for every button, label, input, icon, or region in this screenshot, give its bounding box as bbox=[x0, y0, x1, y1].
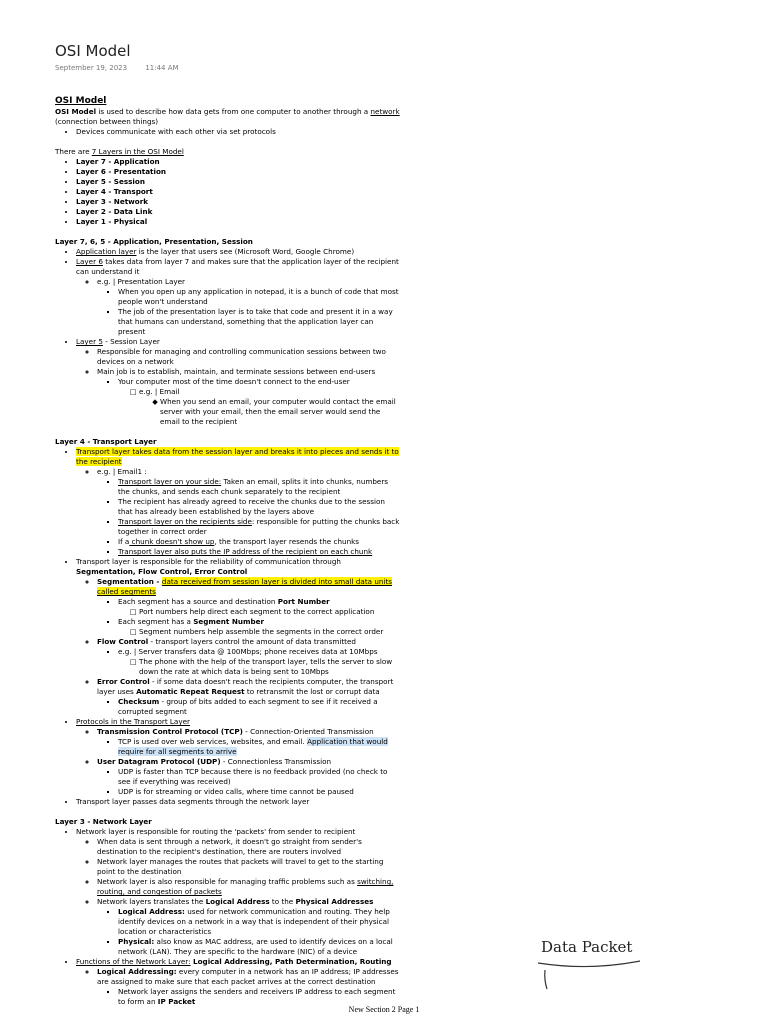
list-item: • Transport layer passes data segments through the network layer bbox=[76, 797, 400, 807]
intro-list bbox=[55, 127, 400, 137]
list-item: ▪ UDP is for streaming or video calls, where time cannot be paused bbox=[118, 787, 400, 797]
layers-list bbox=[55, 157, 400, 227]
section-4-list bbox=[55, 447, 400, 807]
page-footer: New Section 2 Page 1 bbox=[348, 1005, 420, 1014]
section-heading-765: Layer 7, 6, 5 - Application, Presentation, Session bbox=[55, 237, 253, 246]
list-item: ◦ Main job is to establish, maintain, and terminate sessions between end-users ▪ Your computer most of the time doesn't connect to the end-user □ e.g. | Email ◆ When you send an email, your computer would contact the email server with your email, then the email server would send the email to the recipient bbox=[97, 367, 400, 427]
note-body bbox=[55, 96, 400, 1007]
list-item: ▪ Physical: also know as MAC address, are used to identify devices on a local network (LAN). They are specific to the hardware (NIC) of a device bbox=[118, 937, 400, 957]
list-item: • Network layer is responsible for routing the 'packets' from sender to recipient ◦ When data is sent through a network, it doesn't go straight from sender's destination to the recipient's destination, there are routers involved ◦ Network layer manages the routes that packets will travel to get to the starting point to the destination ◦ Network layer is also responsible for managing traffic problems such as switching, routing, and congestion of packets ◦ Network layers translates the Logical Address to the Physical Addresses ▪ Logical Address: used for network communication and routing. They help identify devices on a network in a way that is independent of their physical location or characteristics ▪ Physical: also know as MAC address, are used to identify devices on a local network (LAN). They are specific to the hardware (NIC) of a device bbox=[76, 827, 400, 957]
list-item: ◦ e.g. | Presentation Layer bbox=[97, 277, 400, 287]
list-item: ◦ Network layer manages the routes that packets will travel to get to the starting point to the destination bbox=[97, 857, 400, 877]
list-item: ◦ Network layer is also responsible for managing traffic problems such as switching, routing, and congestion of packets bbox=[97, 877, 400, 897]
layers-intro: There are 7 Layers in the OSI Model bbox=[55, 147, 184, 156]
page-date: September 19, 2023 bbox=[55, 64, 128, 72]
list-item: ▪ Transport layer also puts the IP address of the recipient on each chunk bbox=[118, 547, 400, 557]
list-item: • Protocols in the Transport Layer ◦ Transmission Control Protocol (TCP) - Connection-Oriented Transmission ▪ TCP is used over web services, websites, and email. Application that would require for all segments to arrive ◦ User Datagram Protocol (UDP) - Connectionless Transmission ▪ UDP is faster than TCP because there is no feedback provided (no check to see if everything was received) ▪ UDP is for streaming or video calls, where time cannot be paused bbox=[76, 717, 400, 797]
layer-item: • Layer 2 - Data Link bbox=[76, 207, 400, 217]
list-item: ◦ Flow Control - transport layers control the amount of data transmitted ▪ e.g. | Server transfers data @ 100Mbps; phone receives data at 10Mbps □ The phone with the help of the transport layer, tells the server to slow down the rate at which data is being sent to 10Mbps bbox=[97, 637, 400, 677]
intro-paragraph: OSI Model is used to describe how data gets from one computer to another through a network (connection between things) bbox=[55, 107, 400, 126]
list-item: ▪ The job of the presentation layer is to take that code and present it in a way that humans can understand, something that the application layer can present bbox=[118, 307, 400, 337]
list-item: ◦ Logical Addressing: every computer in a network has an IP address; IP addresses are assigned to make sure that each packet arrives at the correct destination ▪ Network layer assigns the senders and receivers IP address to each segment to form an IP Packet bbox=[97, 967, 400, 1007]
layer-item: • Layer 6 - Presentation bbox=[76, 167, 400, 177]
list-item: □ Port numbers help direct each segment to the correct application bbox=[139, 607, 400, 617]
data-packet-handwritten-label: Data Packet bbox=[541, 938, 633, 956]
list-item: ◦ User Datagram Protocol (UDP) - Connectionless Transmission ▪ UDP is faster than TCP because there is no feedback provided (no check to see if everything was received) ▪ UDP is for streaming or video calls, where time cannot be paused bbox=[97, 757, 400, 797]
list-item: • Layer 5 - Session Layer ◦ Responsible for managing and controlling communication sessions between two devices on a network ◦ Main job is to establish, maintain, and terminate sessions between end-users ▪ Your computer most of the time doesn't connect to the end-user □ e.g. | Email ◆ When you send an email, your computer would contact the email server with your email, then the email server would send the email to the recipient bbox=[76, 337, 400, 427]
page-time: 11:44 AM bbox=[145, 64, 179, 72]
list-item: • Transport layer is responsible for the reliability of communication through Segmentation, Flow Control, Error Control ◦ Segmentation - data received from session layer is divided into small data units called segments ▪ Each segment has a source and destination Port Number □ Port numbers help direct each segment to the correct application ▪ Each segment has a Segment Number □ Segment numbers help assemble the segments in the correct order ◦ Flow Control - transport layers control the amount of data transmitted ▪ e.g. | Server transfers data @ 100Mbps; phone receives data at 10Mbps □ The phone with the help of the transport layer, tells the server to slow down the rate at which data is being sent to 10Mbps ◦ Error Control - if some data doesn't reach the recipients computer, the transport layer uses Automatic Repeat Request to retransmit the lost or corrupt data ▪ Checksum - group of bits added to each segment to see if it received a corrupted segment bbox=[76, 557, 400, 717]
intro-heading: OSI Model bbox=[55, 96, 107, 106]
list-item: ▪ The recipient has already agreed to receive the chunks due to the session that has already been established by the layers above bbox=[118, 497, 400, 517]
layer-item: • Layer 3 - Network bbox=[76, 197, 400, 207]
network-link: network bbox=[370, 107, 400, 116]
list-item: ◆ When you send an email, your computer would contact the email server with your email, then the email server would send the email to the recipient bbox=[160, 397, 400, 427]
list-item: • Transport layer takes data from the session layer and breaks it into pieces and sends it to the recipient ◦ e.g. | Email1 : ▪ Transport layer on your side: Taken an email, splits it into chunks, numbers the chunks, and sends each chunk separately to the recipient ▪ The recipient has already agreed to receive the chunks due to the session that has already been established by the layers above ▪ Transport layer on the recipients side: responsible for putting the chunks back together in correct order ▪ If a chunk doesn't show up, the transport layer resends the chunks ▪ Transport layer also puts the IP address of the recipient on each chunk bbox=[76, 447, 400, 557]
list-item: ◦ Network layers translates the Logical Address to the Physical Addresses ▪ Logical Address: used for network communication and routing. They help identify devices on a network in a way that is independent of their physical location or characteristics ▪ Physical: also know as MAC address, are used to identify devices on a local network (LAN). They are specific to the hardware (NIC) of a device bbox=[97, 897, 400, 957]
section-765-list bbox=[55, 247, 400, 427]
section-heading-4: Layer 4 - Transport Layer bbox=[55, 437, 157, 446]
list-item: ▪ When you open up any application in notepad, it is a bunch of code that most people won't understand bbox=[118, 287, 400, 307]
list-item: □ The phone with the help of the transport layer, tells the server to slow down the rate at which data is being sent to 10Mbps bbox=[139, 657, 400, 677]
list-item: ▪ Logical Address: used for network communication and routing. They help identify devices on a network in a way that is independent of their physical location or characteristics bbox=[118, 907, 400, 937]
list-item: ▪ Your computer most of the time doesn't connect to the end-user □ e.g. | Email ◆ When you send an email, your computer would contact the email server with your email, then the email server would send the email to the recipient bbox=[118, 377, 400, 427]
list-item: ◦ When data is sent through a network, it doesn't go straight from sender's destination to the recipient's destination, there are routers involved bbox=[97, 837, 400, 857]
layer-item: • Layer 4 - Transport bbox=[76, 187, 400, 197]
list-item: ◦ Segmentation - data received from session layer is divided into small data units called segments ▪ Each segment has a source and destination Port Number □ Port numbers help direct each segment to the correct application ▪ Each segment has a Segment Number □ Segment numbers help assemble the segments in the correct order bbox=[97, 577, 400, 637]
list-item: ▪ If a chunk doesn't show up, the transport layer resends the chunks bbox=[118, 537, 400, 547]
list-item: • Functions of the Network Layer: Logical Addressing, Path Determination, Routing ◦ Logical Addressing: every computer in a network has an IP address; IP addresses are assigned to make sure that each packet arrives at the correct destination ▪ Network layer assigns the senders and receivers IP address to each segment to form an IP Packet bbox=[76, 957, 400, 1007]
list-item: ▪ TCP is used over web services, websites, and email. Application that would require for all segments to arrive bbox=[118, 737, 400, 757]
section-3-list bbox=[55, 827, 400, 1007]
list-item: ▪ Each segment has a Segment Number □ Segment numbers help assemble the segments in the correct order bbox=[118, 617, 400, 637]
list-item: ◦ Transmission Control Protocol (TCP) - Connection-Oriented Transmission ▪ TCP is used over web services, websites, and email. Application that would require for all segments to arrive bbox=[97, 727, 400, 757]
section-heading-3: Layer 3 - Network Layer bbox=[55, 817, 152, 826]
list-item: ▪ Checksum - group of bits added to each segment to see if it received a corrupted segment bbox=[118, 697, 400, 717]
layer-item: • Layer 7 - Application bbox=[76, 157, 400, 167]
list-item: ▪ Transport layer on your side: Taken an email, splits it into chunks, numbers the chunks, and sends each chunk separately to the recipient bbox=[118, 477, 400, 497]
list-item: □ e.g. | Email ◆ When you send an email, your computer would contact the email server with your email, then the email server would send the email to the recipient bbox=[139, 387, 400, 427]
data-packet-sketch-stroke bbox=[530, 955, 650, 995]
list-item: ▪ Each segment has a source and destination Port Number □ Port numbers help direct each segment to the correct application bbox=[118, 597, 400, 617]
list-item: • Layer 6 takes data from layer 7 and makes sure that the application layer of the recipient can understand it ◦ e.g. | Presentation Layer ▪ When you open up any application in notepad, it is a bunch of code that most people won't understand ▪ The job of the presentation layer is to take that code and present it in a way that humans can understand, something that the application layer can present bbox=[76, 257, 400, 337]
list-item: ▪ UDP is faster than TCP because there is no feedback provided (no check to see if everything was received) bbox=[118, 767, 400, 787]
layer-item: • Layer 5 - Session bbox=[76, 177, 400, 187]
list-item: • Devices communicate with each other via set protocols bbox=[76, 127, 400, 137]
page-meta bbox=[55, 64, 179, 72]
list-item: ◦ Error Control - if some data doesn't reach the recipients computer, the transport layer uses Automatic Repeat Request to retransmit the lost or corrupt data ▪ Checksum - group of bits added to each segment to see if it received a corrupted segment bbox=[97, 677, 400, 717]
page-title: OSI Model bbox=[55, 42, 131, 60]
list-item: ▪ e.g. | Server transfers data @ 100Mbps; phone receives data at 10Mbps □ The phone with the help of the transport layer, tells the server to slow down the rate at which data is being sent to 10Mbps bbox=[118, 647, 400, 677]
list-item: • Application layer is the layer that users see (Microsoft Word, Google Chrome) bbox=[76, 247, 400, 257]
list-item: ▪ Network layer assigns the senders and receivers IP address to each segment to form an IP Packet bbox=[118, 987, 400, 1007]
list-item: □ Segment numbers help assemble the segments in the correct order bbox=[139, 627, 400, 637]
list-item: ▪ Transport layer on the recipients side: responsible for putting the chunks back together in correct order bbox=[118, 517, 400, 537]
layer-item: • Layer 1 - Physical bbox=[76, 217, 400, 227]
list-item: ◦ Responsible for managing and controlling communication sessions between two devices on a network bbox=[97, 347, 400, 367]
list-item: ◦ e.g. | Email1 : ▪ Transport layer on your side: Taken an email, splits it into chunks, numbers the chunks, and sends each chunk separately to the recipient ▪ The recipient has already agreed to receive the chunks due to the session that has already been established by the layers above ▪ Transport layer on the recipients side: responsible for putting the chunks back together in correct order ▪ If a chunk doesn't show up, the transport layer resends the chunks ▪ Transport layer also puts the IP address of the recipient on each chunk bbox=[97, 467, 400, 557]
